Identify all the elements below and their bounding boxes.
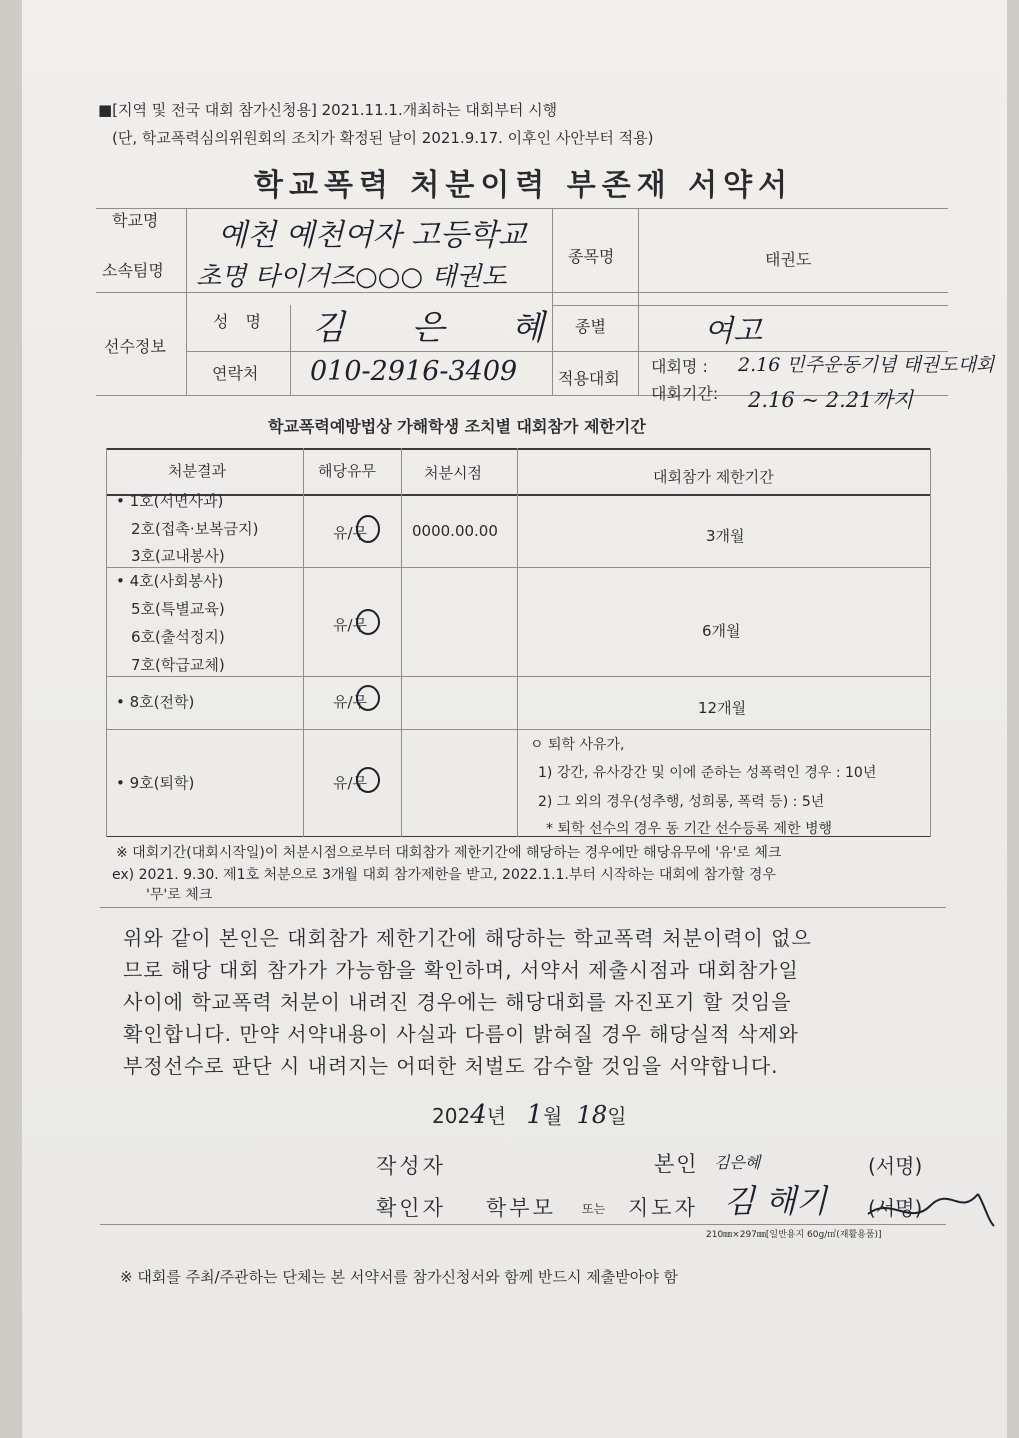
date-line: [432, 1100, 627, 1130]
table-row-3-applicable: 유/무: [333, 693, 368, 711]
table-col-3: [517, 448, 518, 837]
header-date: 처분시점: [424, 464, 482, 482]
meet-period-value: 2.16 ~ 2.21까지: [748, 388, 914, 412]
table-header-border: [106, 494, 930, 496]
player-info-label: 선수정보: [104, 337, 166, 356]
paper-spec: 210㎜×297㎜[일반용지 60g/㎡(재활용품)]: [706, 1230, 882, 1240]
notice-line-2: (단, 학교폭력심의위원회의 조치가 확정된 날이 2021.9.17. 이후인 사안부터 적용): [112, 129, 654, 147]
header-limit: 대회참가 제한기간: [653, 468, 774, 486]
header-applicable: 해당유무: [318, 462, 376, 480]
school-value: 예천 예천여자 고등학교: [218, 218, 527, 253]
self-label: 본인: [654, 1152, 699, 1176]
notes-divider: [100, 907, 946, 908]
table-row-4-result-1: • 9호(퇴학): [116, 774, 195, 792]
instructor-label: 지도자: [628, 1196, 698, 1220]
name-label: 성 명: [213, 312, 267, 331]
footer-note: ※ 대회를 주최/주관하는 단체는 본 서약서를 참가신청서와 함께 반드시 제출받아야 함: [120, 1268, 678, 1286]
notice-line-1: ■[지역 및 전국 대회 참가신청용] 2021.11.1.개최하는 대회부터 시행: [98, 101, 558, 119]
table-row-3-limit: 12개월: [698, 699, 747, 717]
school-label: 학교명: [112, 211, 159, 230]
document-title: 학교폭력 처분이력 부존재 서약서: [254, 168, 794, 203]
table-row-2-result-1: • 4호(사회봉사): [116, 572, 224, 590]
info-col-divider: [186, 208, 187, 395]
event-label: 종목명: [568, 247, 615, 266]
meet-period-label: 대회기간:: [651, 384, 719, 403]
signature-divider: [100, 1224, 946, 1225]
note-1: ※ 대회기간(대회시작일)이 처분시점으로부터 대회참가 제한기간에 해당하는 경우에만 해당유무에 '유'로 체크: [116, 845, 782, 861]
table-row-1-date: 0000.00.00: [412, 522, 498, 540]
header-result: 처분결과: [168, 462, 226, 480]
pledge-line-4: 확인합니다. 만약 서약내용이 사실과 다름이 밝혀질 경우 해당실적 삭제와: [123, 1022, 799, 1046]
sign-label-2: (서명): [868, 1196, 923, 1220]
self-signature-hw: 김은혜: [714, 1153, 761, 1172]
name-value: 김 은 혜: [312, 308, 573, 348]
table-row-4-limit-4: * 퇴학 선수의 경우 동 기간 선수등록 제한 병행: [546, 821, 833, 837]
sign-label-1: (서명): [868, 1154, 923, 1178]
pledge-line-1: 위와 같이 본인은 대회참가 제한기간에 해당하는 학교폭력 처분이력이 없으: [123, 926, 812, 950]
circle-mark-icon: [352, 681, 388, 717]
date-month-label: 월: [542, 1104, 563, 1128]
parent-label: 학부모: [486, 1196, 556, 1220]
table-row-1-applicable: 유/무: [333, 524, 368, 542]
team-label: 소속팀명: [102, 261, 164, 280]
confirmer-label: 확인자: [376, 1196, 446, 1220]
table-row-4-limit-3: 2) 그 외의 경우(성추행, 성희롱, 폭력 등) : 5년: [538, 794, 825, 810]
table-top-border: [106, 448, 930, 450]
table-row-4-applicable: 유/무: [333, 774, 368, 792]
row-divider-3: [106, 729, 930, 730]
table-row-1-result-3: 3호(교내봉사): [131, 547, 225, 565]
applied-meet-label: 적용대회: [558, 369, 620, 388]
meet-name-label: 대회명 :: [651, 357, 708, 376]
circle-mark-icon: [352, 510, 388, 548]
date-year-label: 년: [486, 1104, 507, 1128]
date-year-prefix: 202: [432, 1104, 471, 1128]
meet-name-value: 2.16 민주운동기념 태권도대회: [738, 354, 995, 376]
table-row-1-limit: 3개월: [706, 527, 745, 545]
note-2: ex) 2021. 9.30. 제1호 처분으로 3개월 대회 참가제한을 받고, 2022.1.1.부터 시작하는 대회에 참가할 경우: [112, 867, 776, 883]
table-row-2-applicable: 유/무: [333, 616, 368, 634]
info-top-border: [96, 208, 948, 209]
info-col-divider-4: [638, 208, 639, 395]
table-row-4-limit-2: 1) 강간, 유사강간 및 이에 준하는 성폭력인 경우 : 10년: [538, 765, 877, 781]
pledge-line-2: 므로 해당 대회 참가가 가능함을 확인하며, 서약서 제출시점과 대회참가일: [123, 958, 799, 982]
circle-mark-icon: [352, 763, 388, 799]
contact-value: 010-2916-3409: [310, 356, 518, 387]
date-day-label: 일: [607, 1104, 627, 1128]
date-year-hw: 4: [470, 1100, 487, 1130]
table-row-1-result-2: 2호(접촉·보복금지): [131, 520, 259, 538]
pledge-line-3: 사이에 학교폭력 처분이 내려진 경우에는 해당대회를 자진포기 할 것임을: [123, 990, 792, 1014]
table-row-3-result-1: • 8호(전학): [116, 693, 195, 711]
event-value: 태권도: [765, 250, 812, 269]
confirmer-signature-hw: 김 해기: [724, 1182, 827, 1220]
note-3: '무'로 체크: [146, 887, 213, 903]
date-month-hw: 1: [526, 1100, 543, 1130]
pledge-line-5: 부정선수로 판단 시 내려지는 어떠한 처벌도 감수할 것임을 서약합니다.: [123, 1054, 779, 1078]
table-row-2-result-3: 6호(출석정지): [131, 628, 225, 646]
row-divider-2: [106, 676, 930, 677]
writer-label: 작성자: [376, 1154, 446, 1178]
table-row-2-result-2: 5호(특별교육): [131, 600, 225, 618]
table-row-2-limit: 6개월: [702, 622, 741, 640]
table-row-1-result-1: • 1호(서면사과): [116, 492, 224, 510]
circle-mark-icon: [352, 605, 388, 641]
table-row-2-result-4: 7호(학급교체): [131, 656, 225, 674]
gender-value: 여고: [704, 314, 762, 349]
table-col-2: [401, 448, 402, 837]
table-col-4: [930, 448, 931, 837]
team-value: 초명 타이거즈○○○ 태권도: [196, 262, 507, 292]
contact-label: 연락처: [212, 364, 259, 383]
section-title: 학교폭력예방법상 가해학생 조치별 대회참가 제한기간: [268, 417, 646, 436]
row-divider-1: [106, 567, 930, 568]
date-day-hw: 18: [576, 1101, 608, 1129]
table-col-0: [106, 448, 107, 837]
table-col-1: [303, 448, 304, 837]
table-row-4-limit-1: ㅇ 퇴학 사유가,: [530, 737, 625, 753]
gender-label: 종별: [575, 317, 606, 336]
or-label: 또는: [582, 1202, 606, 1216]
info-col-divider-2: [290, 305, 291, 395]
